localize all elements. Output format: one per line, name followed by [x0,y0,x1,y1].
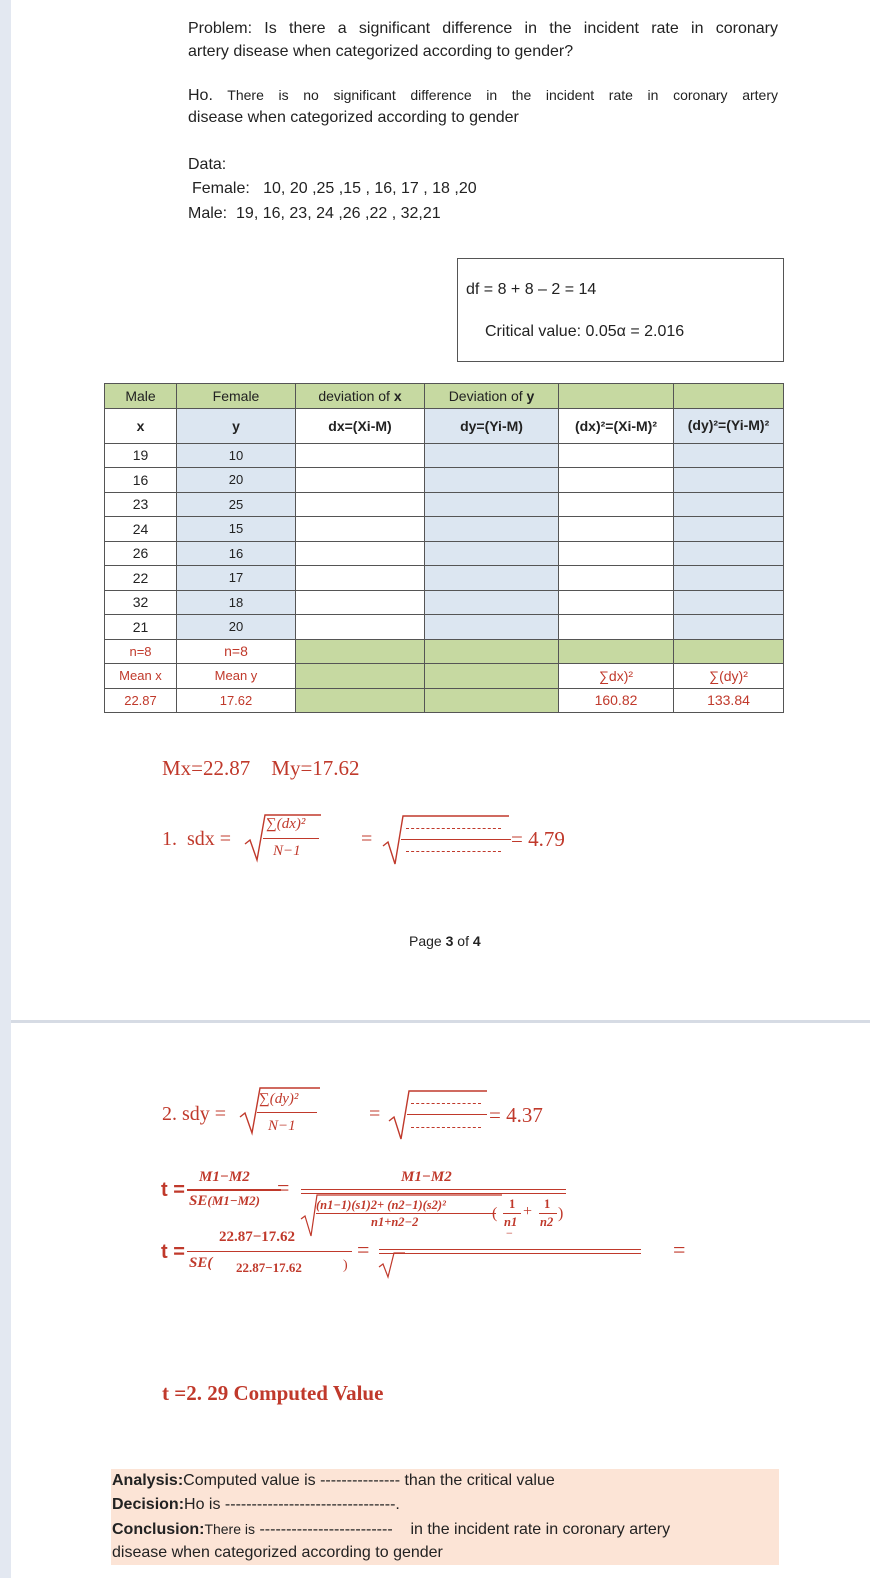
cell-dy-squared [674,492,784,517]
header-x: x [105,408,177,443]
t-computed-value: t =2. 29 Computed Value [162,1381,384,1405]
table-row [105,492,784,517]
t-formula-bar-top [301,1189,566,1190]
cell-sum-dx-label: ∑dx)² [559,664,674,689]
cell-empty [296,664,425,689]
sdx-fraction-bar [263,838,319,839]
cell-dx-squared [559,590,674,615]
cell-dy [425,443,559,468]
cell-mean-x-label: Mean x [105,664,177,689]
t-values-equals: = [357,1237,370,1262]
cell-dy-squared [674,517,784,542]
t-values-bar [187,1251,352,1252]
t-values-equals-2: = [673,1237,686,1262]
cell-empty [674,639,784,664]
df-box [457,258,784,362]
header-female: Female [177,384,296,409]
means-summary: Mx=22.87 My=17.62 [162,756,360,780]
cell-x: 22 [105,566,177,591]
cell-empty [559,639,674,664]
table-row [105,615,784,640]
header-male: Male [105,384,177,409]
cell-y: 15 [177,517,296,542]
cell-y: 25 [177,492,296,517]
sdy-label: 2. sdy = [162,1103,227,1125]
t-formula-numerator: M1−M2 [401,1169,452,1185]
table-row [105,468,784,493]
cell-x: 32 [105,590,177,615]
problem-line-1: Problem: Is there a significant difference in the incident rate in coronary [188,20,778,37]
cell-dx-squared [559,566,674,591]
t-values-se-inner: 22.87−17.62 [236,1260,302,1275]
fraction-1-bar [503,1213,521,1214]
sdy-fraction-bar [257,1112,317,1113]
minus-sign: − [506,1226,513,1240]
cell-dy-squared [674,615,784,640]
ho-prefix: Ho. [188,87,213,104]
page-number: Page 3 of 4 [409,933,481,949]
sdy-blank-denominator [411,1127,481,1128]
t-equals: = [277,1175,290,1200]
cell-dx [296,443,425,468]
t-values-se: SE( [189,1255,213,1271]
cell-empty [296,688,425,713]
cell-x: 16 [105,468,177,493]
sdx-blank-denominator [406,851,501,852]
male-data: Male: 19, 16, 23, 24 ,26 ,22 , 32,21 [188,205,441,222]
cell-dx [296,492,425,517]
cell-sum-dy: 133.84 [674,688,784,713]
table-row [105,541,784,566]
conclusion-line: Conclusion:There is ------------------------- in the incident rate in coronary artery [112,1521,671,1538]
paren-open: ( [492,1205,498,1222]
sdy-blank-numerator [411,1103,481,1104]
problem-line-2: artery disease when categorized according to gender? [188,43,574,60]
cell-dy-squared [674,468,784,493]
cell-dx-squared [559,492,674,517]
cell-dy [425,541,559,566]
cell-dx-squared [559,517,674,542]
pooled-bar [316,1213,496,1214]
table-row [105,443,784,468]
cell-sum-dx: 160.82 [559,688,674,713]
table-header-row-1 [105,384,784,409]
null-hypothesis-line-2: disease when categorized according to gender [188,109,519,126]
t-symbol: t = [161,1179,185,1201]
cell-dx [296,517,425,542]
conclusion-box [111,1469,779,1565]
cell-dx-squared [559,541,674,566]
critical-value: Critical value: 0.05α = 2.016 [485,323,685,340]
null-hypothesis-line-1 [188,84,778,107]
cell-sum-dy-label: ∑(dy)² [674,664,784,689]
header-dx-squared: (dx)²=(Xi-M)² [559,408,674,443]
data-label: Data: [188,156,227,173]
fraction-2-bar [539,1213,557,1214]
cell-n-y: n=8 [177,639,296,664]
sdx-blank-bar [401,839,511,840]
document-page-4 [11,1023,870,1578]
conclusion-line-2: disease when categorized according to gender [112,1544,443,1561]
cell-dy-squared [674,590,784,615]
cell-empty [296,639,425,664]
decision-line: Decision:Ho is --------------------------------. [112,1496,400,1513]
t-values-symbol: t = [161,1241,185,1263]
cell-empty [425,664,559,689]
sdx-denominator: N−1 [273,843,301,859]
cell-dx [296,615,425,640]
cell-dy [425,615,559,640]
cell-y: 16 [177,541,296,566]
sdx-equals: = [361,828,373,850]
table-row [105,590,784,615]
cell-y: 20 [177,468,296,493]
cell-x: 24 [105,517,177,542]
sdy-equals: = [369,1103,381,1125]
pooled-numerator: (n1−1)(s1)2+ (n2−1)(s2)² [316,1198,446,1212]
cell-empty [425,639,559,664]
cell-y: 18 [177,590,296,615]
t-fraction-bar [187,1189,281,1191]
t-values-numerator: 22.87−17.62 [219,1229,296,1245]
cell-mean-x: 22.87 [105,688,177,713]
cell-mean-y-label: Mean y [177,664,296,689]
cell-dy-squared [674,566,784,591]
sdx-blank-numerator [406,828,501,829]
header-empty-1 [559,384,674,409]
fraction-1-denominator: n1 [504,1215,518,1229]
sdy-result: = 4.37 [489,1103,543,1127]
fraction-2-numerator: 1 [544,1197,551,1211]
cell-dy [425,566,559,591]
t-numerator: M1−M2 [199,1169,250,1185]
table-header-row-2 [105,408,784,443]
fraction-2-denominator: n2 [540,1215,554,1229]
document-page-3 [11,0,870,1020]
header-dy: dy=(Yi-M) [425,408,559,443]
cell-dx-squared [559,443,674,468]
header-empty-2 [674,384,784,409]
cell-dy [425,517,559,542]
cell-mean-y: 17.62 [177,688,296,713]
t-denominator: SE(M1−M2) [189,1193,261,1209]
cell-y: 17 [177,566,296,591]
cell-dy [425,590,559,615]
t-values-radical [377,1249,407,1279]
female-data: Female: 10, 20 ,25 ,15 , 16, 17 , 18 ,20 [192,180,477,197]
table-mean-row [105,664,784,689]
table-n-row [105,639,784,664]
cell-dx-squared [559,615,674,640]
cell-dx [296,468,425,493]
paren-close: ) [558,1205,564,1222]
t-values-long-bar [379,1253,641,1254]
plus-sign: + [523,1203,533,1220]
sdx-label: 1. sdx = [162,828,232,850]
header-deviation-y: Deviation of y [425,384,559,409]
sdx-radical-2 [381,812,511,868]
header-deviation-x: deviation of x [296,384,425,409]
cell-dx [296,541,425,566]
table-values-row [105,688,784,713]
cell-x: 21 [105,615,177,640]
data-table [104,383,784,713]
cell-x: 23 [105,492,177,517]
table-row [105,517,784,542]
cell-dy-squared [674,443,784,468]
cell-dx [296,590,425,615]
cell-dx [296,566,425,591]
header-y: y [177,408,296,443]
ho-text: There is no significant difference in the incident rate in coronary artery [227,87,778,103]
cell-dy [425,492,559,517]
sdx-numerator: ∑(dx)² [266,816,306,832]
cell-x: 26 [105,541,177,566]
sdy-numerator: ∑(dy)² [259,1091,299,1107]
analysis-line: Analysis:Computed value is --------------- than the critical value [112,1472,555,1489]
fraction-1-numerator: 1 [509,1197,516,1211]
sdx-result: = 4.79 [511,827,565,851]
cell-x: 19 [105,443,177,468]
t-values-close: ) [343,1258,348,1273]
cell-y: 20 [177,615,296,640]
t-values-bar-top [379,1249,641,1250]
cell-n-x: n=8 [105,639,177,664]
sdy-radical-2 [387,1087,489,1143]
header-dy-squared: (dy)²=(Yi-M)² [674,408,784,443]
degrees-of-freedom: df = 8 + 8 – 2 = 14 [466,281,597,298]
header-dx: dx=(Xi-M) [296,408,425,443]
table-row [105,566,784,591]
sdy-blank-bar [407,1114,487,1115]
sdy-denominator: N−1 [268,1118,296,1134]
cell-dy [425,468,559,493]
cell-dy-squared [674,541,784,566]
cell-y: 10 [177,443,296,468]
cell-dx-squared [559,468,674,493]
cell-empty [425,688,559,713]
pooled-denominator: n1+n2−2 [371,1215,419,1229]
